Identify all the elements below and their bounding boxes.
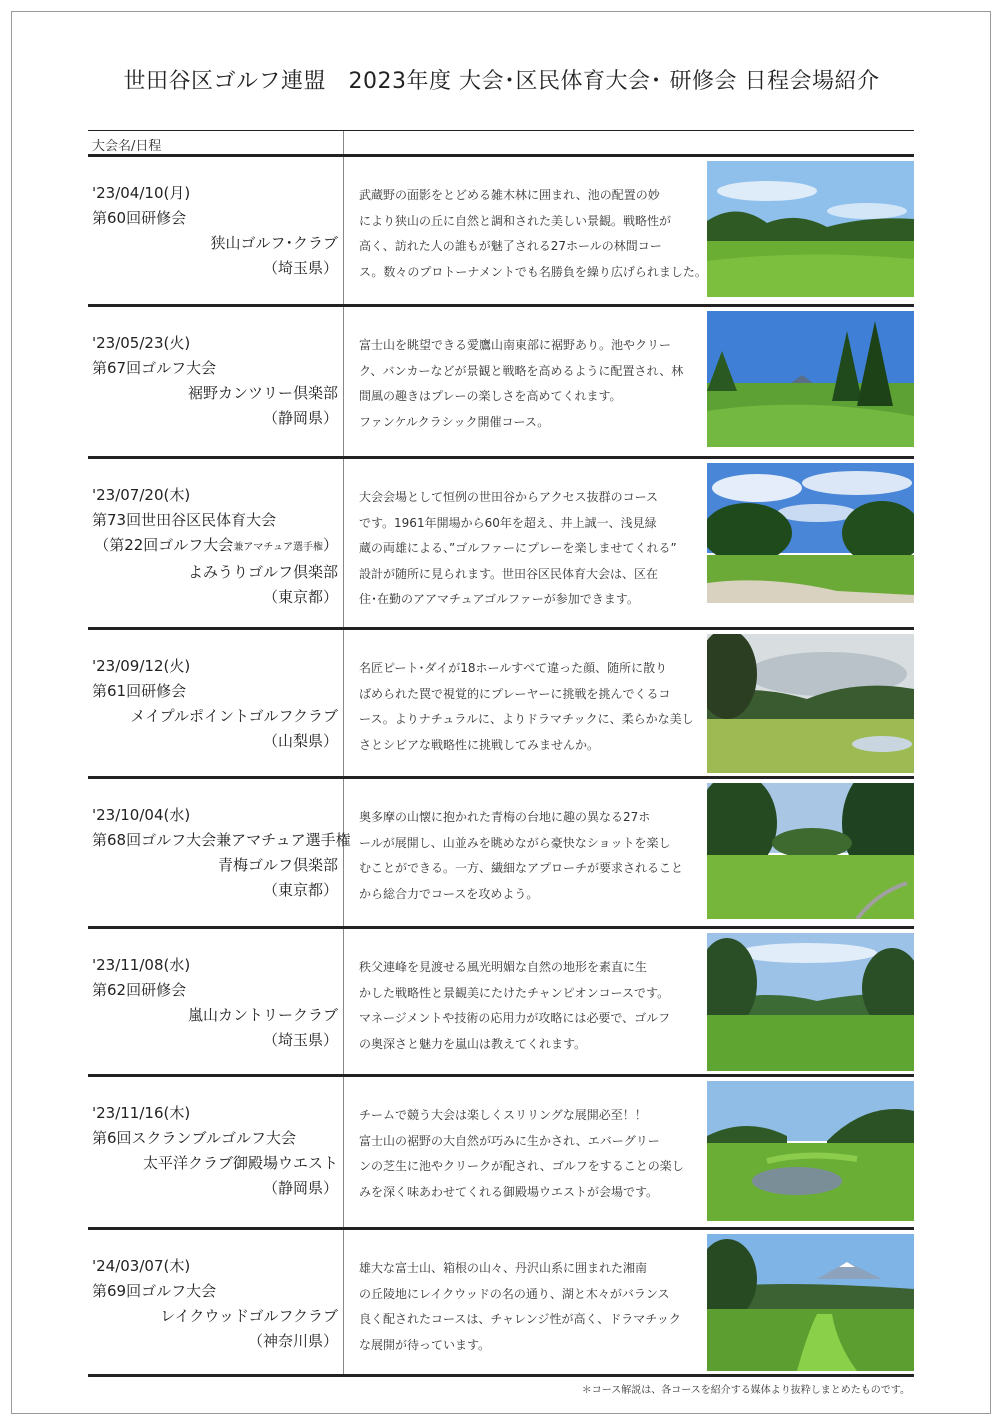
course-description [359,333,699,435]
event-info [92,654,338,754]
event-row [88,630,914,779]
event-prefecture: （東京都） [262,588,338,606]
description-line: むことができる。一方、繊細なアプローチが要求されること [359,861,684,875]
event-name: 第73回世田谷区民体育大会 [92,511,277,529]
event-venue: 青梅ゴルフ倶楽部 [217,856,338,874]
column-divider [343,459,344,627]
event-prefecture: （埼玉県） [262,1031,338,1049]
event-row [88,307,914,459]
event-info [92,331,338,431]
event-name: 第67回ゴルフ大会 [92,359,217,377]
description-line: チームで競う大会は楽しくスリリングな展開必至！！ [359,1108,647,1122]
description-line: から総合力でコースを攻めよう。 [359,886,539,901]
description-line: 富士山を眺望できる愛鷹山南東部に裾野あり。池やクリー [359,338,672,352]
course-photo [707,311,914,447]
event-venue: よみうりゴルフ倶楽部 [187,563,338,581]
event-venue: メイプルポイントゴルフクラブ [130,707,338,725]
event-name: 第69回ゴルフ大会 [92,1282,217,1300]
description-line: 間風の趣きはプレーの楽しさを高めてくれます。 [359,389,622,403]
event-info [92,1101,338,1201]
event-date: '23/09/12(火) [92,657,191,675]
column-divider [343,307,344,456]
event-prefecture: （埼玉県） [262,259,338,277]
course-description [359,183,707,285]
table-header [88,130,914,157]
description-line: ばめられた罠で視覚的にプレーヤーに挑戦を挑んでくるコ [359,686,671,701]
event-row [88,1230,914,1377]
description-line: の奥深さと魅力を嵐山は教えてくれます。 [359,1036,587,1051]
column-divider [343,131,344,154]
event-row [88,779,914,929]
event-prefecture: （山梨県） [262,732,338,750]
event-date: '23/07/20(木) [92,486,191,504]
event-venue: 太平洋クラブ御殿場ウエスト [142,1154,338,1172]
description-line: 高く、訪れた人の誰もが魅了される27ホールの林間コー [359,239,662,253]
subtitle-end: ） [322,536,338,554]
event-name: 第61回研修会 [92,682,187,700]
description-line: 良く配されたコースは、チャレンジ性が高く、ドラマチック [359,1312,681,1326]
column-divider [343,779,344,926]
event-name: 第60回研修会 [92,209,187,227]
description-line: ールが展開し、山並みを眺めながら豪快なショットを楽し [359,835,671,850]
event-venue: レイクウッドゴルフクラブ [160,1307,338,1325]
description-line: ース。よりナチュラルに、よりドラマチックに、柔らかな美し [359,712,694,726]
event-venue: 嵐山カントリークラブ [187,1006,338,1024]
event-venue: 裾野カンツリー倶楽部 [187,384,338,402]
column-divider [343,929,344,1074]
description-line: ファンケルクラシック開催コース。 [359,414,550,429]
description-line: 設計が随所に見られます。世田谷区民体育大会は、区在 [359,566,659,581]
event-info [92,1254,338,1354]
description-line: 奥多摩の山懐に抱かれた青梅の台地に趣の異なる27ホ [359,810,651,824]
description-line: です。1961年開場から60年を超え、井上誠一、浅見緑 [359,515,657,530]
event-date: '23/10/04(水) [92,806,191,824]
description-line: さとシビアな戦略性に挑戦してみませんか。 [359,737,600,752]
event-prefecture: （静岡県） [262,1179,338,1197]
event-date: '24/03/07(木) [92,1257,191,1275]
event-info [92,803,351,903]
course-photo [707,634,914,773]
description-line: ク、バンカーなどが景観と戦略を高めるように配置され、林 [359,363,684,378]
course-description [359,955,699,1057]
description-line: 大会会場として恒例の世田谷からアクセス抜群のコース [359,490,659,504]
description-line: 名匠ピート･ダイが18ホールすべて違った顔、随所に散り [359,661,668,675]
course-photo [707,161,914,297]
header-event-label: 大会名/日程 [92,139,162,154]
description-line: 雄大な富士山、箱根の山々、丹沢山系に囲まれた湘南 [359,1261,648,1275]
column-divider [343,1077,344,1227]
event-row [88,1077,914,1230]
event-name: 第62回研修会 [92,981,187,999]
description-line: かした戦略性と景観美にたけたチャンピオンコースです。 [359,985,670,1000]
description-line: 富士山の裾野の大自然が巧みに生かされ、エバーグリー [359,1133,660,1148]
course-photo [707,1081,914,1221]
description-line: 秩父連峰を見渡せる風光明媚な自然の地形を素直に生 [359,960,648,974]
event-info [92,483,338,610]
page-title: 世田谷区ゴルフ連盟 2023年度 大会･区民体育大会･ 研修会 日程会場紹介 [123,69,880,94]
description-line: の丘陵地にレイクウッドの名の通り、湖と木々がバランス [359,1286,670,1301]
column-divider [343,157,344,304]
event-name: 第68回ゴルフ大会兼アマチュア選手権 [92,831,351,849]
event-prefecture: （静岡県） [262,409,338,427]
course-description [359,1103,699,1205]
course-photo [707,463,914,603]
event-subtitle [92,533,338,560]
event-row [88,157,914,307]
event-row [88,459,914,630]
description-line: みを深く味あわせてくれる御殿場ウエストが会場です。 [359,1184,659,1199]
description-line: ス。数々のプロトーナメントでも名勝負を繰り広げられました。 [359,264,707,279]
event-info [92,181,338,281]
event-prefecture: （神奈川県） [247,1332,338,1350]
event-venue: 狭山ゴルフ･クラブ [210,234,338,252]
description-line: ンの芝生に池やクリークが配され、ゴルフをすることの楽し [359,1159,684,1173]
footnote: ＊コース解説は、各コースを紹介する媒体より抜粋しまとめたものです。 [581,1385,910,1396]
event-prefecture: （東京都） [262,881,338,899]
course-description [359,485,699,613]
description-line: マネージメントや技術の応用力が攻略には必要で、ゴルフ [359,1011,671,1025]
course-description [359,805,699,907]
event-date: '23/11/16(木) [92,1104,191,1122]
description-line: により狭山の丘に自然と調和された美しい景観。戦略性が [359,213,672,228]
schedule-table [88,130,914,1377]
course-photo [707,933,914,1071]
event-date: '23/04/10(月) [92,184,191,202]
description-line: 住･在勤のアアマチュアゴルファーが参加できます。 [359,592,639,606]
subtitle-main: （第22回ゴルフ大会 [94,536,234,554]
column-divider [343,1230,344,1374]
course-description [359,1256,699,1358]
event-name: 第6回スクランブルゴルフ大会 [92,1129,296,1147]
event-info [92,953,338,1053]
column-divider [343,630,344,776]
description-line: な展開が待っています。 [359,1337,491,1352]
course-photo [707,783,914,919]
description-line: 蔵の両雄による、”ゴルファーにプレーを楽しませてくれる” [359,541,677,555]
course-description [359,656,699,758]
course-photo [707,1234,914,1371]
event-date: '23/05/23(火) [92,334,191,352]
event-row [88,929,914,1077]
subtitle-small: 兼アマチュア選手権 [233,542,323,553]
event-date: '23/11/08(水) [92,956,191,974]
description-line: 武蔵野の面影をとどめる雑木林に囲まれ、池の配置の妙 [359,188,660,202]
